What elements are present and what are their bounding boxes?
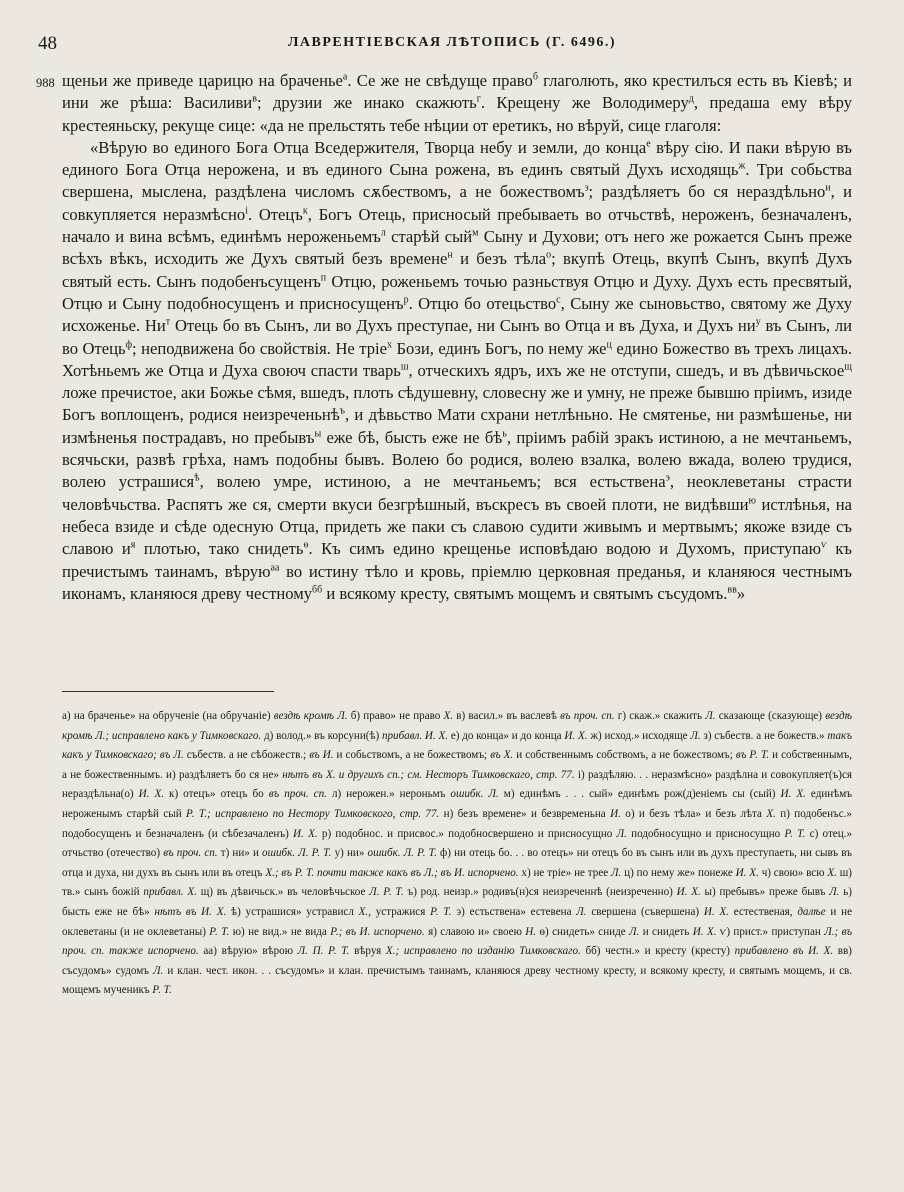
source-reference: И. Х. [138, 788, 165, 801]
text-run: въ Сынъ, ли во Отець [62, 316, 852, 358]
source-reference: И. Х. [735, 866, 759, 879]
text-run: в) васил.» въ васлевѣ [453, 710, 561, 722]
text-run: р) подобнос. и присвос.» подобносвершено и присносущно [317, 827, 617, 840]
footnote-marker: с [556, 294, 561, 306]
text-run: т) ни» и [217, 847, 263, 860]
text-run: к) отецъ» отецъ бо [164, 788, 269, 801]
source-reference: Р. Т.; исправлено по Нестору Тимковского, стр. 77. [186, 807, 440, 820]
text-run: Отцю, роженьемъ точью разньствуя Отцю и Духу. Духъ есть пресвятый, Отцю и Сыну подобносущенъ и присносущенъ [62, 271, 852, 313]
text-run: . Три собьства свершена, мыслена, раздѣлена числомъ сѫбествомъ, а не божествомъ [62, 160, 852, 202]
source-reference: вездѣ кромѣ Л.; исправлено какъ у Тимковскаго. [62, 710, 852, 742]
text-run: ; вкупѣ Отець, вкупѣ Сынъ, вкупѣ Духъ святый есть. Сынъ подобенъсущенъ [62, 249, 852, 291]
text-run: ; раздѣляетъ бо ся нераздѣльно [588, 182, 826, 202]
source-reference: въ проч. сп. [268, 788, 327, 801]
footnote-marker: я [130, 539, 136, 551]
footnote-marker: т [165, 316, 171, 328]
source-reference: нѣтъ въ Х. и другихъ сп.; см. Несторъ Тимковскаго, стр. 77. [282, 768, 575, 781]
source-reference: ошибк. Л. Р. Т. [262, 847, 332, 860]
source-reference: Л. [705, 710, 716, 722]
text-run: . Крещену же Володимеру [480, 93, 689, 113]
main-text [62, 70, 852, 605]
footnote-marker: а [342, 71, 348, 83]
text-run: щеньи же приведе царицю на браченье [62, 71, 343, 90]
source-reference: въ Х. [490, 749, 514, 762]
text-run: ж) исход.» исходяще [587, 729, 691, 742]
text-run: с) отец.» отчьство (отечество) [62, 827, 852, 860]
source-reference: Л. [611, 866, 622, 879]
text-run: э) естьствена» естевена [451, 905, 577, 918]
footnote-marker: аа [270, 562, 280, 573]
source-reference: прибавлено въ И. Х. [734, 945, 834, 958]
source-reference: И. Х. [676, 886, 701, 899]
source-reference: И. [610, 807, 621, 820]
text-run: ю) не вид.» не вида [229, 925, 331, 938]
footnote-marker: э [665, 472, 670, 484]
text-run: » [736, 583, 746, 603]
paragraph [62, 70, 852, 137]
text-run: естественая, [728, 905, 798, 918]
source-reference: Х.; исправлено по изданію Тимковскаго. [385, 945, 581, 958]
source-reference: въ проч. сп. [560, 710, 615, 722]
source-reference: Р. Т. [152, 984, 172, 997]
footnote-marker: д [688, 93, 694, 105]
text-run: е) до конца» и до конца [448, 729, 565, 742]
footnote-marker: и [825, 182, 831, 194]
source-reference: Х.; въ Р. Т. почти также какъ въ Л.; въ И. испорчено. [265, 866, 519, 879]
text-run: събеств. а не сѣбожеств.; [183, 749, 310, 762]
footnote-marker: ф [125, 339, 133, 351]
footnote-marker: вв [727, 584, 737, 596]
text-run: д) волод.» въ корсуни(ѣ) [261, 729, 382, 742]
text-run: . Отцю бо отецьство [408, 293, 557, 313]
footnote-marker: л [380, 227, 386, 239]
source-reference: въ И. [309, 749, 334, 762]
text-run: еже бѣ, бысть еже не бѣ [321, 427, 503, 447]
text-run: у) ни» [331, 847, 368, 860]
running-head: ЛАВРЕНТІЕВСКАЯ ЛѢТОПИСЬ (Г. 6496.) [287, 35, 617, 50]
text-run: , и совкупляется неразмѣсно [62, 182, 852, 224]
text-run: , устражися [368, 905, 431, 918]
text-run: . Къ симъ едино крещенье исповѣдаю водою и Духомъ, приступаю [308, 539, 821, 559]
source-reference: Р. Т. [784, 827, 806, 840]
text-run: Сыну и Духови; отъ него же рожается Сынъ преже всѣхъ вѣкъ, исходить же Духъ святый безъ времене [62, 227, 852, 269]
footnote-marker: м [472, 227, 479, 239]
footnote-marker: ы [314, 428, 322, 440]
margin-number: 988 [36, 76, 55, 90]
footnotes [62, 707, 852, 1001]
source-reference: ошибк. Л. Р. Т. [367, 847, 437, 860]
source-reference: ошибк. Л. [450, 788, 499, 801]
text-run: ц) по нему же» понеже [621, 866, 736, 879]
text-run: къ пречистымъ таинамъ, вѣрую [62, 539, 852, 581]
footnote-marker: ж [738, 160, 746, 172]
source-reference: И. Х. [703, 905, 729, 918]
text-run: вѣруя [349, 945, 386, 958]
source-reference: прибавл. И. Х. [381, 729, 449, 742]
text-run: н) безъ времене» и безвременьна [439, 807, 611, 820]
text-run: Отець бо въ Сынъ, ли во Духъ преступае, ни Сынъ во Отца и въ Духа, и Духъ ни [170, 316, 756, 336]
source-reference: Л. П. Р. Т. [297, 945, 350, 958]
text-run: м) единѣмъ . . . сый» единѣмъ рож(д)енiемъ сы (сый) [498, 788, 781, 801]
source-reference: далѣе [797, 905, 826, 918]
footnote-marker: ѳ [303, 539, 309, 551]
text-run: плотью, тако снидеть [135, 539, 304, 559]
text-run: ы) пребывъ» преже бывъ [700, 886, 830, 899]
text-run: ; друзии же инако скажють [256, 93, 477, 113]
source-reference: Л. [629, 925, 640, 938]
footnote-marker: і [245, 205, 248, 217]
text-run: ш) тв.» сынъ божій [62, 866, 852, 899]
source-reference: Х. [827, 866, 837, 879]
text-run: во истину тѣло и кровь, пріемлю церковная преданья, и кланяюся честнымъ иконамъ, кланяюся древу честному [62, 561, 852, 603]
text-run: ; неподвижена бо свойствія. Не тріе [132, 338, 388, 358]
text-run: . Се же не свѣдуще право [347, 71, 533, 90]
footnote-marker: ѣ [194, 472, 200, 484]
text-run: глаголють, яко крестилъся есть въ Кіевѣ; и ини же рѣша: Василиви [62, 71, 853, 113]
text-run: ѳ) снидеть» сниде [536, 925, 630, 938]
text-run: Бози, единъ Богъ, по нему же [392, 338, 607, 358]
footnote-marker: н [447, 249, 453, 261]
footnote-marker: х [387, 339, 393, 351]
paragraph [62, 137, 852, 605]
text-run: бб) честн.» и кресту (кресту) [580, 945, 735, 958]
footnote-marker: б [532, 71, 538, 83]
source-reference: Х. [358, 905, 369, 918]
text-run: ь) бысть еже не бѣ» [62, 886, 852, 918]
text-run: п) подобенъс.» подобосущенъ и безначаленъ (и сѣбезачаленъ) [62, 807, 852, 840]
text-run: ложе пречистое, аки Божье сѣмя, вшедъ, плоть сѣдушевну, словесну же и умну, не преже бывшю пріимъ, изиде Богъ воплощенъ, родися неизреченьнѣ [62, 383, 852, 425]
text-run: , и дѣвьство Мати схрани нетлѣньно. Не смятенье, ни размѣшенье, ни измѣненья пострадавъ, но пребывъ [62, 405, 852, 447]
source-reference: И. Х. [692, 925, 717, 938]
footnote-marker: г [476, 93, 481, 105]
footnote-marker: ц [606, 339, 612, 351]
footnote-block [62, 707, 852, 1001]
source-reference: Л. [616, 827, 627, 840]
text-run: едино Божество въ трехъ лицахъ. Хотѣньемъ же Отца и Духа своюч спасти тварь [62, 338, 853, 380]
text-run: и снидеть [639, 925, 693, 938]
text-run: , Сыну же сыновьство, святому же Духу исхоженье. Ни [62, 293, 852, 336]
footnote-marker: о [546, 249, 552, 261]
text-run: б) право» не право [347, 710, 444, 722]
footnote-divider [62, 691, 274, 692]
text-run: х) не тріе» не трее [518, 866, 612, 879]
footnote-marker: ь [502, 428, 507, 440]
text-run: , неоклеветаны страсти человѣчьства. Распятъ же ся, смерти вкуси безгрѣшный, въскресъ въ своей плоти, не видѣвши [62, 472, 852, 514]
footnote-marker: к [302, 205, 308, 217]
source-reference: Н. [525, 925, 537, 938]
source-reference: Л. Р. Т. [369, 886, 404, 899]
text-run: я) славою и» своею [424, 925, 526, 938]
source-reference: Р. Т. [209, 925, 230, 938]
text-run: а) на браченье» на обрученіе (на обручаніе) [62, 710, 274, 722]
text-run: вв) съсудомъ» судомъ [62, 945, 852, 977]
source-reference: Х. [766, 807, 776, 820]
text-run: ѣ) устрашися» устрависл [226, 905, 359, 918]
source-reference: Л. [829, 886, 840, 899]
source-reference: Х. [443, 710, 454, 722]
text-run: , волею умре, истиною, а не мечтаньемъ; вся естьствена [199, 472, 666, 492]
text-run: ф) ни отець бо. . . во отецъ» ни отецъ бо въ сынъ или въ духъ преступаеть, ни сывъ въ отца и духа, ни духъ въ сынъ или въ отецъ [62, 847, 852, 879]
text-run: подобносущно и присносущно [626, 827, 785, 840]
text-run: з) събеств. а не божеств.» [700, 729, 828, 742]
text-run: единѣмъ нероженымъ старѣй сый [62, 788, 853, 820]
text-run: и собственнымъ, а не божественнымъ. и) раздѣляетъ бо ся не» [62, 749, 852, 781]
text-run: ч) свою» всю [758, 866, 828, 879]
footnote-marker: щ [844, 361, 852, 373]
footnote-marker: ѵ [821, 539, 827, 551]
text-run: истлѣнья, на небеса взиде и сѣде одесную Отца, придеть же паки съ славою судити живымъ и мертвымъ; якоже взиде съ славою и [62, 494, 852, 559]
source-reference: И. Х. [780, 788, 806, 801]
text-run: и собьствомъ, а не божествомъ; [333, 749, 491, 762]
source-reference: вездѣ кромѣ Л. [273, 710, 348, 722]
source-reference: нѣтъ въ И. Х. [154, 905, 227, 918]
page-number: 48 [38, 33, 57, 54]
source-reference: въ проч. сп. [163, 847, 218, 860]
text-run: ѵ) прист.» приступан [716, 925, 825, 938]
text-run: и собственнымъ собствомъ, а не божествомъ; [513, 749, 736, 762]
text-run: , предаша ему вѣру крестеяньску, рекуще сице: «да не прельстять тебе нѣции от еретикъ, но вѣруй, сице глаголя: [62, 93, 852, 135]
source-reference: И. Х. [293, 827, 318, 840]
source-reference: такъ какъ у Тимковскаго; въ Л. [62, 729, 853, 762]
text-run: л) нерожен.» нероньмъ [326, 788, 451, 801]
footnote-marker: п [320, 272, 327, 284]
source-reference: И. Х. [564, 729, 588, 742]
footnote-marker: з [584, 182, 589, 194]
text-run: . Отецъ [247, 204, 303, 224]
text-run: и не оклеветаны (и не оклеветаны) [62, 905, 852, 938]
source-reference: прибавл. Х. [143, 886, 197, 899]
footnote-marker: у [755, 316, 761, 328]
text-run: ъ) род. неизр.» родивъ(н)ся неизреченнѣ (неизреченно) [403, 886, 677, 899]
footnote-marker: в [252, 93, 257, 105]
text-run: , отческихъ ядръ, ихъ же не отступи, сшедъ, и въ дѣвичьское [408, 360, 845, 380]
source-reference: Р.; въ И. испорчено. [330, 925, 425, 938]
text-run: и безъ тѣла [452, 249, 547, 269]
text-run: , пріимъ рабій зракъ истиною, а не мечтаньемъ, всячьски, развѣ грѣха, намъ подобны бывъ. Волею бо родися, волею взалка, волею вжада, волею трудися, волею устрашися [62, 427, 853, 492]
text-run: сказающе (сказующе) [715, 710, 826, 722]
text-run: «Вѣрую во единого Бога Отца Вседержителя, Творца небу и земли, до конца [90, 137, 647, 157]
text-run: , Богъ Отець, присносый пребываеть во отчьствѣ, нероженъ, безначаленъ, начало и вина всѣмъ, единѣмъ нероженьемъ [62, 204, 852, 247]
text-run: вѣру сію. И паки вѣрую въ единого Бога Отца нерожена, и въ единого Сына рожена, въ единъ святый Духъ исходящь [62, 137, 852, 180]
source-reference: Л. [690, 729, 701, 742]
footnote-marker: ш [400, 361, 409, 373]
footnote-marker: бб [312, 584, 323, 596]
footnote-marker: р [403, 294, 409, 306]
footnote-marker: ю [748, 495, 756, 507]
source-reference: въ Р. Т. [735, 749, 770, 762]
text-run: и клан. чест. икон. . . съсудомъ» и клан. пречистымъ таинамъ, кланяюся древу честному кресту, и всякому кресту, и святымъ мощемъ, и св. мощемъ мученикъ [62, 964, 852, 997]
source-reference: Р. Т. [430, 905, 452, 918]
source-reference: Л. [576, 905, 587, 918]
text-run: старѣй сый [385, 227, 473, 247]
footnote-marker: е [646, 138, 651, 150]
text-run: и всякому кресту, святымъ мощемъ и святымъ съсудомъ. [322, 583, 728, 603]
text-run: і) раздѣляю. . . неразмѣсно» раздѣлна и совокупляет(ъ)ся нераздѣльна(о) [62, 768, 853, 801]
text-run: аа) вѣрую» вѣрою [198, 945, 298, 958]
page-header [36, 33, 868, 57]
text-run: о) и безъ тѣла» и безъ лѣта [620, 807, 767, 820]
source-reference: Л. [153, 964, 164, 977]
footnote-marker: ъ [339, 405, 345, 417]
text-run: свершена (съвершена) [586, 905, 704, 918]
text-run: щ) въ дѣвичьск.» въ человѣчьское [196, 886, 370, 899]
source-reference: Л.; въ проч. сп. также испорчено. [62, 925, 853, 958]
text-run: г) скаж.» скажить [614, 710, 706, 722]
